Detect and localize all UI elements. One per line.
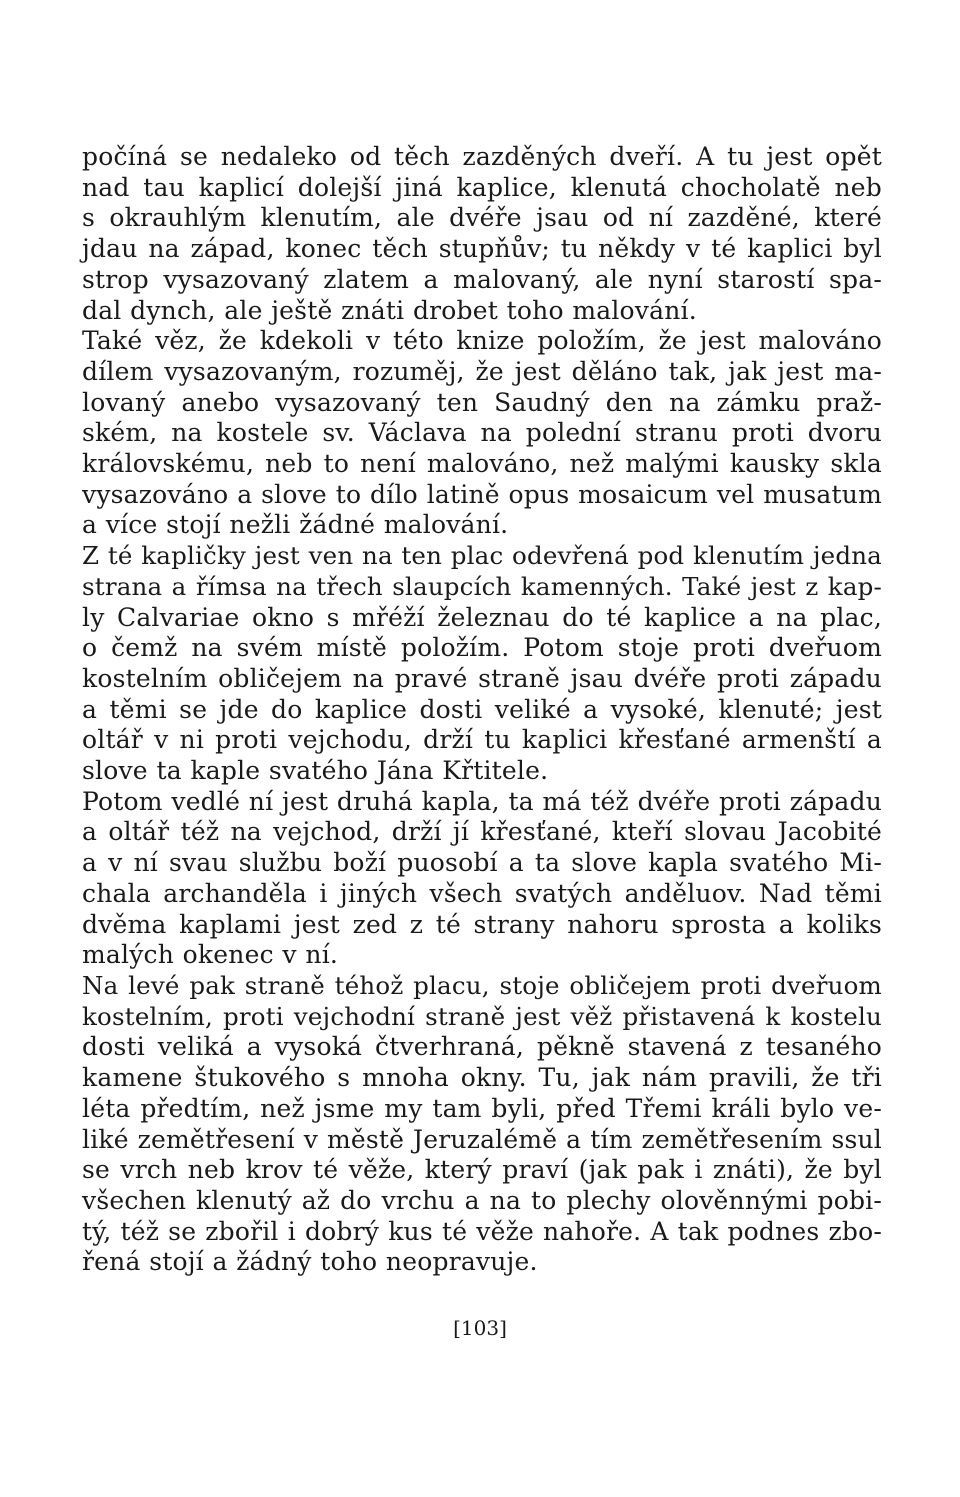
page-number: [103] [453,1316,507,1340]
text-line: a oltář též na vejchod, drží jí křesťané, kteří slovau Jacobité [82,817,882,847]
text-line: Na levé pak straně téhož placu, stoje obličejem proti dveřuom [82,970,882,1000]
text-line: lovaný anebo vysazovaný ten Saudný den na zámku praž- [82,387,882,417]
text-line: strop vysazovaný zlatem a malovaný, ale nyní starostí spa- [82,264,882,294]
text-line: královskému, neb to není malováno, než malými kausky skla [82,449,882,479]
text-line: malých okenec v ní. [82,940,339,970]
paragraph [82,971,882,1278]
text-line: kamene štukového s mnoha okny. Tu, jak nám pravili, že tři [82,1063,882,1093]
text-line: kostelním, proti vejchodní straně jest věž přistavená k kostelu [82,1001,882,1031]
text-line: strana a římsa na třech slaupcích kamenných. Také jest z kap- [82,571,882,601]
paragraph [82,142,882,326]
text-line: dvěma kaplami jest zed z té strany nahoru sprosta a koliks [82,909,882,939]
text-line: se vrch neb krov té věže, který praví (jak pak i znáti), že byl [82,1155,882,1185]
text-line: ském, na kostele sv. Václava na polední stranu proti dvoru [82,418,882,448]
text-line: oltář v ni proti vejchodu, drží tu kaplici křesťané armenští a [82,725,882,755]
body-text [82,142,882,1278]
text-line: Potom vedlé ní jest druhá kapla, ta má též dvéře proti západu [82,786,882,816]
text-line: ly Calvariae okno s mřéží železnau do té kaplice a na plac, [82,602,882,632]
text-line: chala archanděla i jiných všech svatých anděluov. Nad těmi [82,878,882,908]
text-line: léta předtím, než jsme my tam byli, před Třemi králi bylo ve- [82,1093,882,1123]
text-line: dílem vysazovaným, rozuměj, že jest děláno tak, jak jest ma- [82,356,882,386]
text-line: o čemž na svém místě položím. Potom stoje proti dveřuom [82,633,882,663]
text-line: liké zemětřesení v městě Jeruzalémě a tím zemětřesením ssul [82,1124,882,1154]
text-line: tý, též se zbořil i dobrý kus té věže nahoře. A tak podnes zbo- [82,1216,882,1246]
text-line: Z té kapličky jest ven na ten plac odevřená pod klenutím jedna [82,541,882,571]
text-line: jdau na západ, konec těch stupňův; tu někdy v té kaplici byl [82,234,882,264]
text-line: slove ta kaple svatého Jána Křtitele. [82,756,549,786]
text-line: všechen klenutý až do vrchu a na to plechy olověnnými pobi- [82,1185,882,1215]
text-line: vysazováno a slove to dílo latině opus mosaicum vel musatum [82,479,882,509]
text-line: nad tau kaplicí dolejší jiná kaplice, klenutá chocholatě neb [82,172,882,202]
text-line: řená stojí a žádný toho neopravuje. [82,1247,538,1277]
text-line: počíná se nedaleko od těch zazděných dveří. A tu jest opět [82,142,882,171]
text-line: a v ní svau službu boží puosobí a ta slove kapla svatého Mi- [82,848,882,878]
paragraph [82,326,882,541]
text-line: a těmi se jde do kaplice dosti veliké a vysoké, klenuté; jest [82,694,882,724]
text-line: a více stojí nežli žádné malování. [82,510,509,540]
text-line: Také věz, že kdekoli v této knize položím, že jest malováno [82,326,882,356]
text-line: dal dynch, ale ještě znáti drobet toho malování. [82,295,697,325]
paragraph [82,541,882,787]
paragraph [82,787,882,971]
text-line: s okrauhlým klenutím, ale dvéře jsau od ní zazděné, které [82,203,882,233]
text-line: dosti veliká a vysoká čtverhraná, pěkně stavená z tesaného [82,1032,882,1062]
text-line: kostelním obličejem na pravé straně jsau dvéře proti západu [82,663,882,693]
